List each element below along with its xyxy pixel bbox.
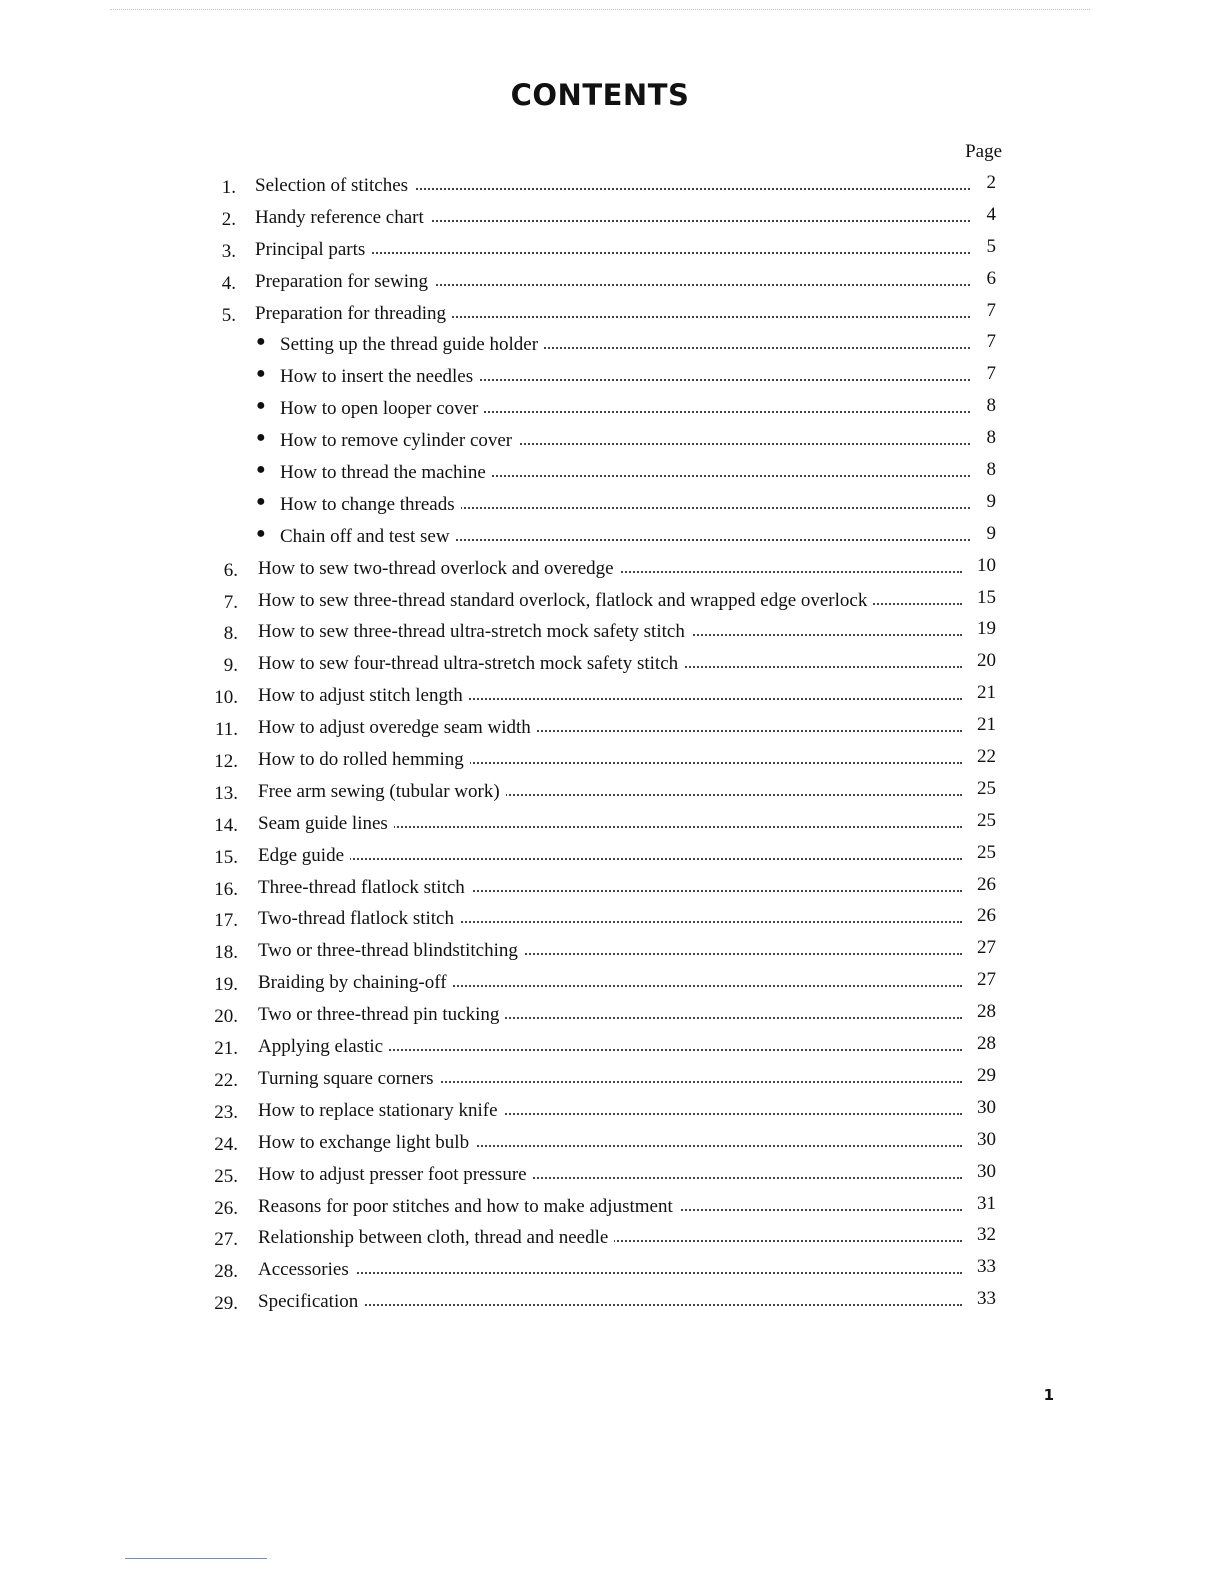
toc-entry-title: Preparation for threading [255,303,452,325]
toc-entry-number: 4. [221,272,236,294]
toc-entry [0,1064,1224,1096]
toc-entry-title: Chain off and test sew [280,526,456,548]
dot-leader [258,858,962,860]
toc-entry-page: 21 [977,714,996,736]
toc-entry-number: 12. [214,751,238,773]
toc-entry [0,649,1224,681]
toc-entry-number: 7. [223,591,238,613]
toc-entry-number: 19. [214,974,238,996]
toc-entry-page: 25 [977,777,996,799]
toc-entry [0,490,1224,522]
bullet-icon: ● [256,333,266,351]
bullet-icon: ● [256,492,266,510]
toc-entry-number: 26. [214,1197,238,1219]
toc-entry-page: 7 [986,363,996,385]
toc-entry-page: 8 [986,427,996,449]
toc-entry-page: 26 [977,873,996,895]
toc-entry-number: 8. [223,623,238,645]
toc-entry [0,554,1224,586]
page-column-header: Page [965,141,1002,162]
toc-entry [0,936,1224,968]
toc-entry-title: How to do rolled hemming [258,749,470,771]
toc-entry-number: 3. [221,240,236,262]
toc-entry [0,1192,1224,1224]
toc-entry [0,426,1224,458]
toc-entry-title: Edge guide [258,845,350,867]
toc-entry-title: Selection of stitches [255,175,414,197]
toc-entry-page: 10 [977,554,996,576]
toc-entry [0,458,1224,490]
toc-entry-number: 14. [214,814,238,836]
toc-entry-number: 22. [214,1069,238,1091]
toc-entry [0,1160,1224,1192]
toc-entry [0,171,1224,203]
toc-entry [0,1255,1224,1287]
toc-entry-title: Two-thread flatlock stitch [258,908,460,930]
page-number: 1 [1043,1386,1054,1404]
toc-entry-page: 28 [977,1033,996,1055]
toc-entry-number: 1. [221,177,236,198]
toc-entry-title: Specification [258,1291,364,1313]
toc-entry-number: 29. [214,1293,238,1315]
toc-entry [0,1096,1224,1128]
toc-entry-page: 21 [977,682,996,704]
toc-entry [0,1128,1224,1160]
toc-entry [0,681,1224,713]
toc-entry [0,362,1224,394]
toc-entry-title: How to adjust stitch length [258,685,469,707]
toc-entry [0,330,1224,362]
toc-entry-number: 5. [221,304,236,326]
toc-entry-page: 22 [977,746,996,768]
toc-entry-number: 21. [214,1038,238,1060]
page-title: CONTENTS [510,78,690,112]
toc-entry-title: How to remove cylinder cover [280,430,518,452]
bullet-icon: ● [256,461,266,479]
toc-entry [0,299,1224,331]
toc-entry-page: 25 [977,809,996,831]
toc-entry-title: How to thread the machine [280,462,492,484]
toc-entry-title: How to exchange light bulb [258,1132,475,1154]
toc-entry [0,235,1224,267]
toc-entry [0,394,1224,426]
toc-entry-number: 2. [221,208,236,230]
toc-entry [0,522,1224,554]
toc-entry-page: 8 [986,459,996,481]
toc-entry [0,267,1224,299]
toc-entry-title: Handy reference chart [255,207,430,229]
toc-entry-title: How to sew four-thread ultra-stretch mock safety stitch [258,653,684,675]
toc-entry-number: 28. [214,1261,238,1283]
toc-entry-title: Relationship between cloth, thread and needle [258,1227,614,1249]
toc-entry-page: 30 [977,1128,996,1150]
toc-entry-page: 25 [977,841,996,863]
toc-entry [0,713,1224,745]
toc-entry-number: 17. [214,910,238,932]
toc-entry-number: 9. [223,655,238,677]
toc-entry [0,586,1224,618]
toc-entry-number: 11. [214,719,238,741]
toc-entry-page: 7 [986,331,996,353]
toc-entry-page: 7 [986,299,996,321]
toc-entry-title: Seam guide lines [258,813,394,835]
bullet-icon: ● [256,524,266,542]
toc-entry-number: 16. [214,878,238,900]
toc-entry [0,968,1224,1000]
toc-entry-page: 5 [986,235,996,257]
toc-entry-page: 6 [986,267,996,289]
toc-entry-title: Turning square corners [258,1068,440,1090]
toc-entry-title: How to insert the needles [280,366,479,388]
toc-entry-title: How to adjust presser foot pressure [258,1164,533,1186]
toc-entry-page: 30 [977,1096,996,1118]
toc-entry [0,1000,1224,1032]
toc-entry-number: 6. [223,559,238,581]
toc-entry [0,904,1224,936]
toc-entry [0,745,1224,777]
toc-entry-title: Free arm sewing (tubular work) [258,781,506,803]
toc-entry-title: Two or three-thread blindstitching [258,940,524,962]
toc-entry-page: 15 [977,586,996,608]
dot-leader [258,1272,962,1274]
toc-entry-title: How to open looper cover [280,398,484,420]
toc-entry [0,1032,1224,1064]
toc-entry-number: 23. [214,1101,238,1123]
bullet-icon: ● [256,429,266,447]
toc-entry-page: 4 [986,203,996,225]
footer-rule [125,1558,267,1559]
toc-entry-page: 32 [977,1224,996,1246]
bullet-icon: ● [256,365,266,383]
toc-entry-title: Braiding by chaining-off [258,972,453,994]
toc-entry-number: 20. [214,1006,238,1028]
toc-entry-title: Three-thread flatlock stitch [258,877,471,899]
toc-entry [0,873,1224,905]
toc-entry-title: Principal parts [255,239,371,261]
toc-entry [0,841,1224,873]
toc-entry-page: 2 [986,172,996,193]
toc-entry-page: 33 [977,1288,996,1310]
toc-entry-page: 26 [977,905,996,927]
toc-entry [0,777,1224,809]
toc-entry-number: 15. [214,846,238,868]
toc-entry-page: 9 [986,522,996,544]
toc-entry-page: 27 [977,969,996,991]
toc-entry-number: 25. [214,1165,238,1187]
toc-entry-title: Reasons for poor stitches and how to make adjustment [258,1196,679,1218]
toc-entry-page: 31 [977,1192,996,1214]
toc-entry-number: 27. [214,1229,238,1251]
toc-entry [0,1223,1224,1255]
toc-entry-title: Accessories [258,1259,355,1281]
toc-entry-number: 10. [214,687,238,709]
toc-entry [0,617,1224,649]
toc-entry-page: 19 [977,618,996,640]
bullet-icon: ● [256,397,266,415]
toc-entry-number: 24. [214,1133,238,1155]
toc-entry-title: Two or three-thread pin tucking [258,1004,505,1026]
toc-entry-title: How to sew three-thread ultra-stretch mock safety stitch [258,621,691,643]
toc-entry-page: 29 [977,1064,996,1086]
toc-entry [0,1287,1224,1319]
toc-entry [0,809,1224,841]
toc-entry-page: 30 [977,1160,996,1182]
toc-entry-page: 8 [986,395,996,417]
toc-entry-page: 9 [986,490,996,512]
table-of-contents [0,171,1224,1319]
toc-entry-title: How to sew three-thread standard overlock, flatlock and wrapped edge overlock [258,590,873,612]
toc-entry-page: 28 [977,1001,996,1023]
toc-entry-title: How to change threads [280,494,461,516]
toc-entry-page: 27 [977,937,996,959]
toc-entry [0,203,1224,235]
toc-entry-page: 20 [977,650,996,672]
toc-entry-title: How to sew two-thread overlock and overedge [258,558,620,580]
toc-entry-number: 13. [214,782,238,804]
toc-entry-title: Preparation for sewing [255,271,434,293]
toc-entry-title: How to adjust overedge seam width [258,717,537,739]
toc-entry-title: Applying elastic [258,1036,389,1058]
toc-entry-number: 18. [214,942,238,964]
scan-edge-noise [110,9,1090,10]
toc-entry-title: Setting up the thread guide holder [280,334,544,356]
toc-entry-page: 33 [977,1256,996,1278]
toc-entry-title: How to replace stationary knife [258,1100,504,1122]
